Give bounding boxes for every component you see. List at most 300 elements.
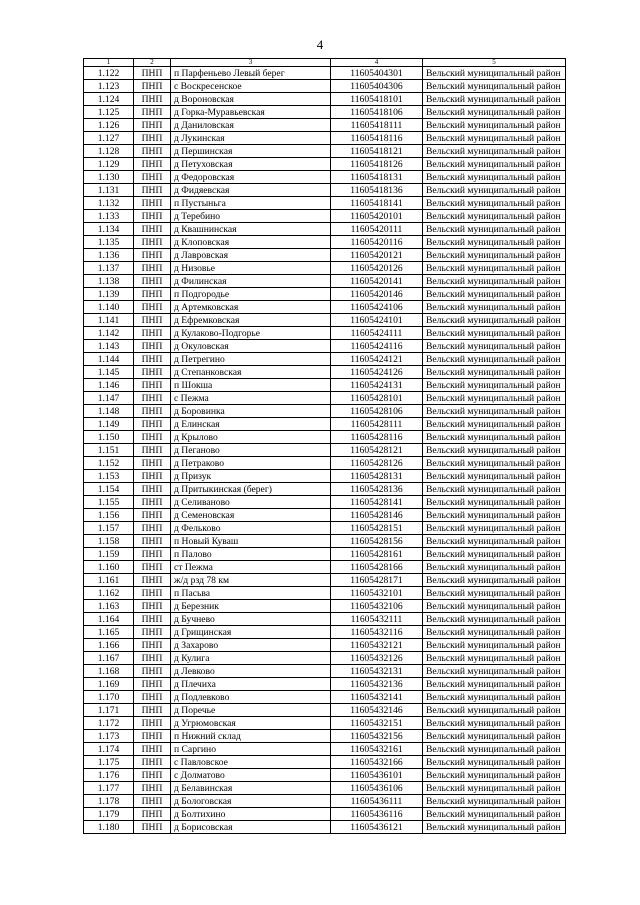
settlement-type-cell: ПНП: [134, 106, 171, 119]
settlement-name-cell: д Першинская: [171, 145, 331, 158]
oktmo-code-cell: 11605418106: [331, 106, 423, 119]
district-name-cell: Вельский муниципальный район: [423, 730, 566, 743]
table-row: [84, 470, 566, 483]
row-number-cell: 1.141: [84, 314, 134, 327]
settlement-type-cell: ПНП: [134, 730, 171, 743]
settlement-type-cell: ПНП: [134, 379, 171, 392]
row-number-cell: 1.178: [84, 795, 134, 808]
settlement-type-cell: ПНП: [134, 470, 171, 483]
district-name-cell: Вельский муниципальный район: [423, 80, 566, 93]
district-name-cell: Вельский муниципальный район: [423, 652, 566, 665]
table-row: [84, 171, 566, 184]
row-number-cell: 1.149: [84, 418, 134, 431]
settlement-name-cell: п Пустыньга: [171, 197, 331, 210]
district-name-cell: Вельский муниципальный район: [423, 119, 566, 132]
oktmo-code-cell: 11605428161: [331, 548, 423, 561]
table-row: [84, 743, 566, 756]
district-name-cell: Вельский муниципальный район: [423, 275, 566, 288]
district-name-cell: Вельский муниципальный район: [423, 600, 566, 613]
row-number-cell: 1.150: [84, 431, 134, 444]
table-row: [84, 574, 566, 587]
row-number-cell: 1.145: [84, 366, 134, 379]
table-row: [84, 704, 566, 717]
table-row: [84, 327, 566, 340]
oktmo-code-cell: 11605404301: [331, 67, 423, 80]
district-name-cell: Вельский муниципальный район: [423, 431, 566, 444]
settlement-type-cell: ПНП: [134, 275, 171, 288]
oktmo-code-cell: 11605428156: [331, 535, 423, 548]
district-name-cell: Вельский муниципальный район: [423, 223, 566, 236]
oktmo-code-cell: 11605424106: [331, 301, 423, 314]
table-row: [84, 249, 566, 262]
settlement-type-cell: ПНП: [134, 392, 171, 405]
district-name-cell: Вельский муниципальный район: [423, 327, 566, 340]
table-header: [84, 59, 566, 67]
settlement-name-cell: д Борисовская: [171, 821, 331, 834]
row-number-cell: 1.172: [84, 717, 134, 730]
district-name-cell: Вельский муниципальный район: [423, 782, 566, 795]
district-name-cell: Вельский муниципальный район: [423, 340, 566, 353]
settlement-type-cell: ПНП: [134, 769, 171, 782]
row-number-cell: 1.127: [84, 132, 134, 145]
settlement-type-cell: ПНП: [134, 197, 171, 210]
table-row: [84, 236, 566, 249]
settlement-name-cell: д Березник: [171, 600, 331, 613]
oktmo-code-cell: 11605428141: [331, 496, 423, 509]
oktmo-code-cell: 11605436101: [331, 769, 423, 782]
settlement-type-cell: ПНП: [134, 158, 171, 171]
district-name-cell: Вельский муниципальный район: [423, 210, 566, 223]
row-number-cell: 1.133: [84, 210, 134, 223]
settlement-type-cell: ПНП: [134, 535, 171, 548]
district-name-cell: Вельский муниципальный район: [423, 691, 566, 704]
settlement-type-cell: ПНП: [134, 509, 171, 522]
settlement-type-cell: ПНП: [134, 717, 171, 730]
row-number-cell: 1.171: [84, 704, 134, 717]
settlement-type-cell: ПНП: [134, 574, 171, 587]
table-row: [84, 522, 566, 535]
district-name-cell: Вельский муниципальный район: [423, 288, 566, 301]
row-number-cell: 1.163: [84, 600, 134, 613]
table-row: [84, 587, 566, 600]
table-row: [84, 730, 566, 743]
oktmo-code-cell: 11605436116: [331, 808, 423, 821]
settlement-name-cell: ж/д рзд 78 км: [171, 574, 331, 587]
oktmo-code-cell: 11605428116: [331, 431, 423, 444]
oktmo-code-cell: 11605428151: [331, 522, 423, 535]
settlement-name-cell: д Лукинская: [171, 132, 331, 145]
table-row: [84, 561, 566, 574]
table-row: [84, 340, 566, 353]
district-name-cell: Вельский муниципальный район: [423, 379, 566, 392]
settlement-type-cell: ПНП: [134, 314, 171, 327]
oktmo-code-cell: 11605418116: [331, 132, 423, 145]
oktmo-code-cell: 11605432151: [331, 717, 423, 730]
district-name-cell: Вельский муниципальный район: [423, 496, 566, 509]
oktmo-code-cell: 11605418141: [331, 197, 423, 210]
settlement-type-cell: ПНП: [134, 418, 171, 431]
district-name-cell: Вельский муниципальный район: [423, 132, 566, 145]
district-name-cell: Вельский муниципальный район: [423, 457, 566, 470]
row-number-cell: 1.173: [84, 730, 134, 743]
table-row: [84, 665, 566, 678]
table-row: [84, 379, 566, 392]
settlement-type-cell: ПНП: [134, 613, 171, 626]
oktmo-code-cell: 11605424126: [331, 366, 423, 379]
page-number: 4: [316, 37, 324, 52]
settlement-type-cell: ПНП: [134, 795, 171, 808]
settlement-name-cell: д Бучнево: [171, 613, 331, 626]
settlement-name-cell: п Подгородье: [171, 288, 331, 301]
settlement-type-cell: ПНП: [134, 184, 171, 197]
table-row: [84, 795, 566, 808]
district-name-cell: Вельский муниципальный район: [423, 769, 566, 782]
settlement-name-cell: п Парфеньево Левый берег: [171, 67, 331, 80]
settlement-type-cell: ПНП: [134, 522, 171, 535]
district-name-cell: Вельский муниципальный район: [423, 639, 566, 652]
settlement-name-cell: д Даниловская: [171, 119, 331, 132]
settlement-type-cell: ПНП: [134, 171, 171, 184]
row-number-cell: 1.160: [84, 561, 134, 574]
oktmo-code-cell: 11605424121: [331, 353, 423, 366]
settlement-name-cell: д Ефремковская: [171, 314, 331, 327]
row-number-cell: 1.148: [84, 405, 134, 418]
district-name-cell: Вельский муниципальный район: [423, 197, 566, 210]
settlement-name-cell: д Крылово: [171, 431, 331, 444]
row-number-cell: 1.166: [84, 639, 134, 652]
table-row: [84, 392, 566, 405]
oktmo-code-cell: 11605424101: [331, 314, 423, 327]
settlement-name-cell: д Притыкинская (берег): [171, 483, 331, 496]
table-row: [84, 717, 566, 730]
row-number-cell: 1.179: [84, 808, 134, 821]
settlement-type-cell: ПНП: [134, 301, 171, 314]
table-row: [84, 93, 566, 106]
district-name-cell: Вельский муниципальный район: [423, 262, 566, 275]
oktmo-code-cell: 11605418101: [331, 93, 423, 106]
district-name-cell: Вельский муниципальный район: [423, 561, 566, 574]
settlement-name-cell: д Лавровская: [171, 249, 331, 262]
row-number-cell: 1.164: [84, 613, 134, 626]
oktmo-code-cell: 11605418121: [331, 145, 423, 158]
oktmo-code-cell: 11605420121: [331, 249, 423, 262]
settlement-name-cell: д Теребино: [171, 210, 331, 223]
oktmo-code-cell: 11605420141: [331, 275, 423, 288]
settlement-type-cell: ПНП: [134, 93, 171, 106]
row-number-cell: 1.132: [84, 197, 134, 210]
settlement-type-cell: ПНП: [134, 704, 171, 717]
row-number-cell: 1.177: [84, 782, 134, 795]
table-row: [84, 548, 566, 561]
district-name-cell: Вельский муниципальный район: [423, 171, 566, 184]
settlement-name-cell: д Бологовская: [171, 795, 331, 808]
table-row: [84, 67, 566, 80]
district-name-cell: Вельский муниципальный район: [423, 535, 566, 548]
row-number-cell: 1.124: [84, 93, 134, 106]
oktmo-code-cell: 11605432161: [331, 743, 423, 756]
table-row: [84, 496, 566, 509]
district-name-cell: Вельский муниципальный район: [423, 678, 566, 691]
settlement-type-cell: ПНП: [134, 756, 171, 769]
settlement-type-cell: ПНП: [134, 340, 171, 353]
district-name-cell: Вельский муниципальный район: [423, 574, 566, 587]
district-name-cell: Вельский муниципальный район: [423, 366, 566, 379]
district-name-cell: Вельский муниципальный район: [423, 418, 566, 431]
oktmo-code-cell: 11605432101: [331, 587, 423, 600]
row-number-cell: 1.147: [84, 392, 134, 405]
table-row: [84, 691, 566, 704]
settlement-type-cell: ПНП: [134, 782, 171, 795]
table-row: [84, 431, 566, 444]
oktmo-code-cell: 11605428111: [331, 418, 423, 431]
table-row: [84, 626, 566, 639]
settlement-type-cell: ПНП: [134, 626, 171, 639]
table-row: [84, 158, 566, 171]
row-number-cell: 1.135: [84, 236, 134, 249]
settlement-name-cell: д Клоповская: [171, 236, 331, 249]
table-row: [84, 184, 566, 197]
settlement-type-cell: ПНП: [134, 457, 171, 470]
settlement-name-cell: с Долматово: [171, 769, 331, 782]
table-row: [84, 509, 566, 522]
table-row: [84, 483, 566, 496]
row-number-cell: 1.134: [84, 223, 134, 236]
district-name-cell: Вельский муниципальный район: [423, 444, 566, 457]
district-name-cell: Вельский муниципальный район: [423, 626, 566, 639]
oktmo-code-cell: 11605428126: [331, 457, 423, 470]
row-number-cell: 1.170: [84, 691, 134, 704]
table-row: [84, 275, 566, 288]
oktmo-code-cell: 11605404306: [331, 80, 423, 93]
district-name-cell: Вельский муниципальный район: [423, 158, 566, 171]
table-row: [84, 769, 566, 782]
settlement-name-cell: д Плечиха: [171, 678, 331, 691]
settlement-type-cell: ПНП: [134, 548, 171, 561]
table-row: [84, 145, 566, 158]
settlement-name-cell: д Семеновская: [171, 509, 331, 522]
district-name-cell: Вельский муниципальный район: [423, 665, 566, 678]
oktmo-code-cell: 11605428146: [331, 509, 423, 522]
settlement-type-cell: ПНП: [134, 288, 171, 301]
settlement-name-cell: д Петраково: [171, 457, 331, 470]
district-name-cell: Вельский муниципальный район: [423, 717, 566, 730]
settlement-type-cell: ПНП: [134, 444, 171, 457]
row-number-cell: 1.158: [84, 535, 134, 548]
oktmo-code-cell: 11605432136: [331, 678, 423, 691]
settlement-type-cell: ПНП: [134, 691, 171, 704]
oktmo-code-cell: 11605432111: [331, 613, 423, 626]
column-header-4: 4: [331, 59, 423, 67]
table-row: [84, 418, 566, 431]
settlement-type-cell: ПНП: [134, 262, 171, 275]
oktmo-code-cell: 11605432156: [331, 730, 423, 743]
settlement-type-cell: ПНП: [134, 561, 171, 574]
settlement-type-cell: ПНП: [134, 223, 171, 236]
oktmo-code-cell: 11605432146: [331, 704, 423, 717]
table-row: [84, 119, 566, 132]
settlement-type-cell: ПНП: [134, 132, 171, 145]
settlement-name-cell: д Низовье: [171, 262, 331, 275]
oktmo-code-cell: 11605432141: [331, 691, 423, 704]
row-number-cell: 1.138: [84, 275, 134, 288]
row-number-cell: 1.159: [84, 548, 134, 561]
table-row: [84, 405, 566, 418]
settlement-name-cell: д Квашнинская: [171, 223, 331, 236]
district-name-cell: Вельский муниципальный район: [423, 392, 566, 405]
district-name-cell: Вельский муниципальный район: [423, 236, 566, 249]
settlement-type-cell: ПНП: [134, 808, 171, 821]
row-number-cell: 1.180: [84, 821, 134, 834]
row-number-cell: 1.167: [84, 652, 134, 665]
table-body: [84, 67, 566, 834]
oktmo-code-cell: 11605420146: [331, 288, 423, 301]
oktmo-code-cell: 11605428106: [331, 405, 423, 418]
settlement-name-cell: д Артемковская: [171, 301, 331, 314]
settlement-name-cell: д Филинская: [171, 275, 331, 288]
row-number-cell: 1.153: [84, 470, 134, 483]
settlement-name-cell: д Призук: [171, 470, 331, 483]
oktmo-code-cell: 11605436106: [331, 782, 423, 795]
row-number-cell: 1.137: [84, 262, 134, 275]
column-header-1: 1: [84, 59, 134, 67]
table-row: [84, 132, 566, 145]
column-header-5: 5: [423, 59, 566, 67]
settlement-name-cell: д Левково: [171, 665, 331, 678]
table-row: [84, 613, 566, 626]
oktmo-code-cell: 11605418136: [331, 184, 423, 197]
district-name-cell: Вельский муниципальный район: [423, 470, 566, 483]
oktmo-code-cell: 11605432116: [331, 626, 423, 639]
table-row: [84, 444, 566, 457]
settlement-name-cell: д Горка-Муравьевская: [171, 106, 331, 119]
oktmo-code-cell: 11605432166: [331, 756, 423, 769]
district-name-cell: Вельский муниципальный район: [423, 314, 566, 327]
settlement-name-cell: с Павловское: [171, 756, 331, 769]
row-number-cell: 1.129: [84, 158, 134, 171]
settlement-name-cell: д Петрегино: [171, 353, 331, 366]
settlement-type-cell: ПНП: [134, 600, 171, 613]
settlement-name-cell: д Захарово: [171, 639, 331, 652]
row-number-cell: 1.176: [84, 769, 134, 782]
settlement-type-cell: ПНП: [134, 119, 171, 132]
settlement-type-cell: ПНП: [134, 639, 171, 652]
table-row: [84, 678, 566, 691]
oktmo-code-cell: 11605428131: [331, 470, 423, 483]
settlement-name-cell: д Петуховская: [171, 158, 331, 171]
row-number-cell: 1.165: [84, 626, 134, 639]
oktmo-code-cell: 11605420116: [331, 236, 423, 249]
settlements-table: [83, 58, 566, 834]
table-row: [84, 808, 566, 821]
settlement-name-cell: д Пеганово: [171, 444, 331, 457]
settlement-name-cell: с Воскресенское: [171, 80, 331, 93]
district-name-cell: Вельский муниципальный район: [423, 743, 566, 756]
settlement-name-cell: д Подлевково: [171, 691, 331, 704]
row-number-cell: 1.144: [84, 353, 134, 366]
settlement-name-cell: д Боровинка: [171, 405, 331, 418]
settlement-name-cell: д Селиваново: [171, 496, 331, 509]
row-number-cell: 1.142: [84, 327, 134, 340]
oktmo-code-cell: 11605432106: [331, 600, 423, 613]
oktmo-code-cell: 11605432126: [331, 652, 423, 665]
district-name-cell: Вельский муниципальный район: [423, 548, 566, 561]
district-name-cell: Вельский муниципальный район: [423, 509, 566, 522]
settlement-type-cell: ПНП: [134, 366, 171, 379]
row-number-cell: 1.155: [84, 496, 134, 509]
settlement-name-cell: д Грищинская: [171, 626, 331, 639]
oktmo-code-cell: 11605436121: [331, 821, 423, 834]
district-name-cell: Вельский муниципальный район: [423, 756, 566, 769]
oktmo-code-cell: 11605418111: [331, 119, 423, 132]
oktmo-code-cell: 11605420126: [331, 262, 423, 275]
settlement-name-cell: п Шокша: [171, 379, 331, 392]
table-row: [84, 652, 566, 665]
district-name-cell: Вельский муниципальный район: [423, 613, 566, 626]
settlement-type-cell: ПНП: [134, 678, 171, 691]
district-name-cell: Вельский муниципальный район: [423, 587, 566, 600]
oktmo-code-cell: 11605432131: [331, 665, 423, 678]
table-row: [84, 223, 566, 236]
column-header-2: 2: [134, 59, 171, 67]
district-name-cell: Вельский муниципальный район: [423, 522, 566, 535]
table-row: [84, 366, 566, 379]
district-name-cell: Вельский муниципальный район: [423, 249, 566, 262]
table-row: [84, 535, 566, 548]
row-number-cell: 1.143: [84, 340, 134, 353]
row-number-cell: 1.126: [84, 119, 134, 132]
district-name-cell: Вельский муниципальный район: [423, 704, 566, 717]
row-number-cell: 1.131: [84, 184, 134, 197]
oktmo-code-cell: 11605424111: [331, 327, 423, 340]
settlement-type-cell: ПНП: [134, 327, 171, 340]
table-row: [84, 353, 566, 366]
row-number-cell: 1.128: [84, 145, 134, 158]
district-name-cell: Вельский муниципальный район: [423, 353, 566, 366]
row-number-cell: 1.125: [84, 106, 134, 119]
oktmo-code-cell: 11605428136: [331, 483, 423, 496]
table-row: [84, 262, 566, 275]
settlement-name-cell: д Федоровская: [171, 171, 331, 184]
oktmo-code-cell: 11605428101: [331, 392, 423, 405]
settlement-type-cell: ПНП: [134, 587, 171, 600]
table-row: [84, 106, 566, 119]
settlement-type-cell: ПНП: [134, 80, 171, 93]
table-row: [84, 210, 566, 223]
row-number-cell: 1.162: [84, 587, 134, 600]
table-row: [84, 639, 566, 652]
settlement-name-cell: ст Пежма: [171, 561, 331, 574]
table-row: [84, 457, 566, 470]
table-row: [84, 756, 566, 769]
table-row: [84, 197, 566, 210]
row-number-cell: 1.152: [84, 457, 134, 470]
settlement-name-cell: д Вороновская: [171, 93, 331, 106]
row-number-cell: 1.123: [84, 80, 134, 93]
settlement-name-cell: д Фидяевская: [171, 184, 331, 197]
settlement-name-cell: д Фельково: [171, 522, 331, 535]
settlement-type-cell: ПНП: [134, 483, 171, 496]
table-row: [84, 80, 566, 93]
table-row: [84, 301, 566, 314]
settlement-name-cell: д Кулига: [171, 652, 331, 665]
row-number-cell: 1.168: [84, 665, 134, 678]
header-row: [84, 59, 566, 67]
settlement-name-cell: п Пасьва: [171, 587, 331, 600]
district-name-cell: Вельский муниципальный район: [423, 405, 566, 418]
settlement-name-cell: д Елинская: [171, 418, 331, 431]
settlement-name-cell: д Степанковская: [171, 366, 331, 379]
settlement-type-cell: ПНП: [134, 431, 171, 444]
